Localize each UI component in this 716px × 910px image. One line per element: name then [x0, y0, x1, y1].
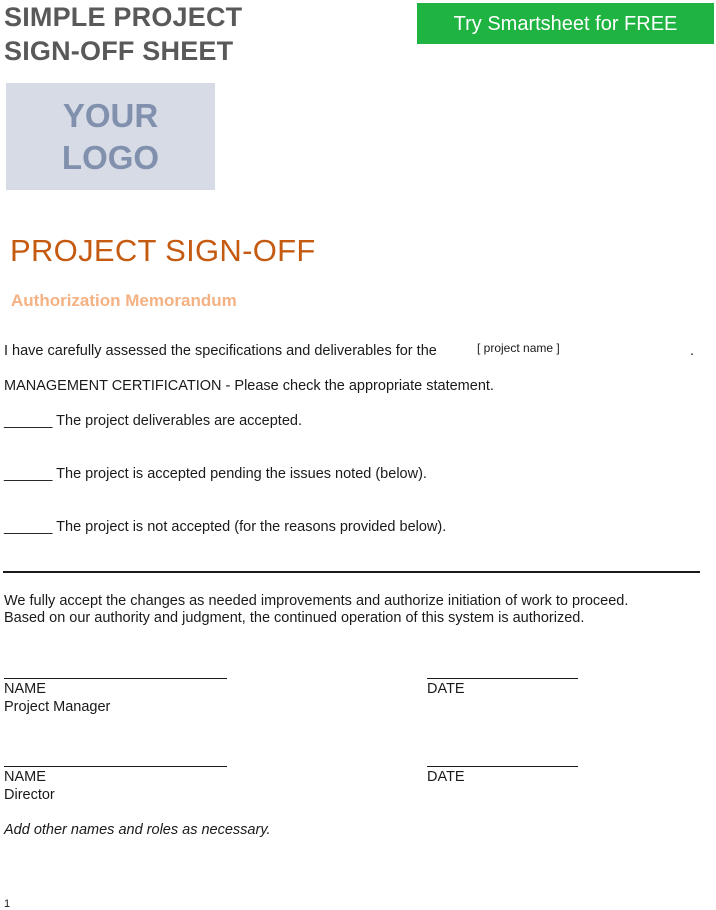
acceptance-text-line1: We fully accept the changes as needed improvements and authorize initiation of work to proceed.	[4, 593, 629, 609]
role-director: Director	[4, 787, 55, 803]
option-accepted[interactable]: ______ The project deliverables are accepted.	[4, 413, 302, 429]
signature-line-director[interactable]	[4, 766, 227, 767]
option-not-accepted[interactable]: ______ The project is not accepted (for the reasons provided below).	[4, 519, 447, 535]
date-line-project-manager[interactable]	[427, 678, 578, 679]
intro-period: .	[690, 343, 695, 359]
date-label-director: DATE	[427, 769, 465, 785]
signature-line-project-manager[interactable]	[4, 678, 227, 679]
logo-placeholder	[6, 83, 215, 190]
intro-text: I have carefully assessed the specifications and deliverables for the	[4, 343, 437, 359]
project-name-field[interactable]: [ project name ]	[477, 341, 560, 355]
document-title	[4, 0, 242, 68]
document-title-line1: SIMPLE PROJECT	[4, 2, 243, 32]
role-project-manager: Project Manager	[4, 699, 111, 715]
logo-line2: LOGO	[61, 138, 160, 176]
name-label-project-manager: NAME	[4, 681, 46, 697]
acceptance-text-line2: Based on our authority and judgment, the continued operation of this system is authorized.	[4, 610, 585, 626]
additional-names-note: Add other names and roles as necessary.	[4, 822, 271, 838]
try-smartsheet-button[interactable]: Try Smartsheet for FREE	[417, 3, 714, 44]
section-heading: PROJECT SIGN-OFF	[10, 233, 316, 268]
management-certification-text: MANAGEMENT CERTIFICATION - Please check the appropriate statement.	[4, 378, 494, 394]
document-title-line2: SIGN-OFF SHEET	[4, 36, 234, 66]
date-line-director[interactable]	[427, 766, 578, 767]
section-subheading: Authorization Memorandum	[11, 291, 237, 310]
section-divider	[3, 571, 700, 573]
date-label-project-manager: DATE	[427, 681, 465, 697]
option-accepted-pending[interactable]: ______ The project is accepted pending the issues noted (below).	[4, 466, 427, 482]
name-label-director: NAME	[4, 769, 46, 785]
page-number: 1	[4, 898, 11, 910]
logo-line1: YOUR	[62, 96, 159, 134]
